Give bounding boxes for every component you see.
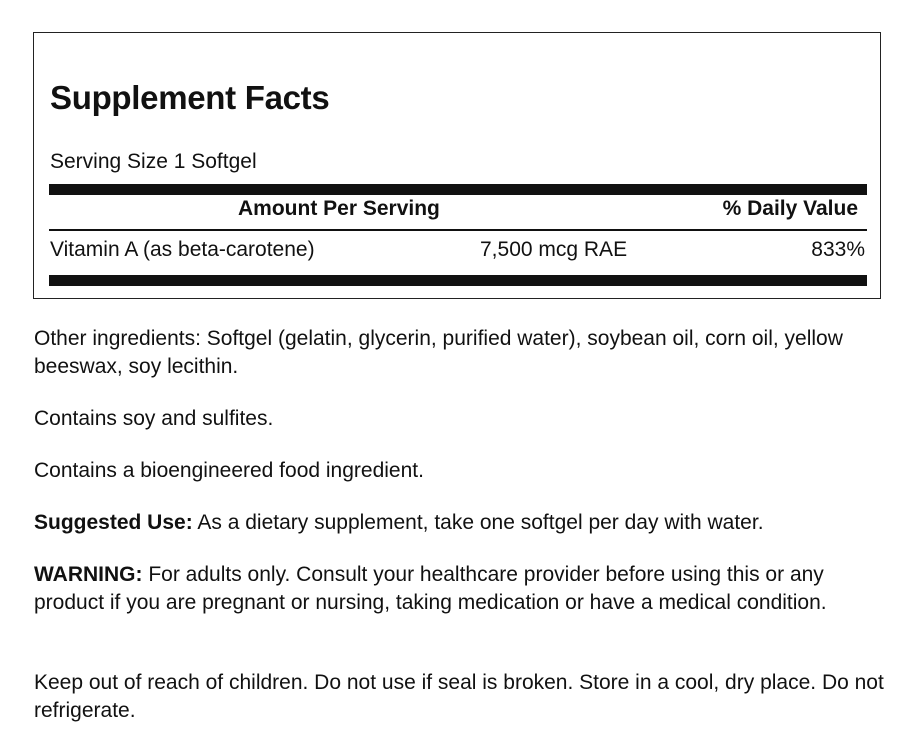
divider-thick-top — [49, 184, 867, 195]
supplement-facts-panel — [33, 32, 881, 299]
warning — [34, 561, 884, 617]
other-ingredients: Other ingredients: Softgel (gelatin, glycerin, purified water), soybean oil, corn oil, yellow beeswax, soy lecithin. — [34, 327, 843, 378]
header-daily-value: % Daily Value — [722, 197, 858, 220]
header-amount-per-serving: Amount Per Serving — [238, 197, 440, 220]
suggested-use-label: Suggested Use: — [34, 511, 193, 534]
bioengineered-statement: Contains a bioengineered food ingredient. — [34, 459, 424, 482]
suggested-use — [34, 509, 884, 537]
divider-thick-bottom — [49, 275, 867, 286]
storage-instructions: Keep out of reach of children. Do not use if seal is broken. Store in a cool, dry place. Do not refrigerate. — [34, 671, 884, 722]
warning-label: WARNING: — [34, 563, 143, 586]
serving-size: Serving Size 1 Softgel — [50, 150, 257, 173]
nutrient-amount: 7,500 mcg RAE — [480, 238, 628, 261]
divider-thin — [49, 229, 867, 231]
suggested-use-text: As a dietary supplement, take one softgel per day with water. — [192, 511, 764, 534]
nutrient-name: Vitamin A (as beta-carotene) — [50, 238, 315, 261]
nutrient-daily-value: 833% — [811, 238, 865, 261]
warning-text: For adults only. Consult your healthcare provider before using this or any product if you are pregnant or nursing, taking medication or have a medical condition. — [34, 563, 827, 614]
facts-title: Supplement Facts — [50, 79, 330, 116]
allergen-statement: Contains soy and sulfites. — [34, 407, 274, 430]
